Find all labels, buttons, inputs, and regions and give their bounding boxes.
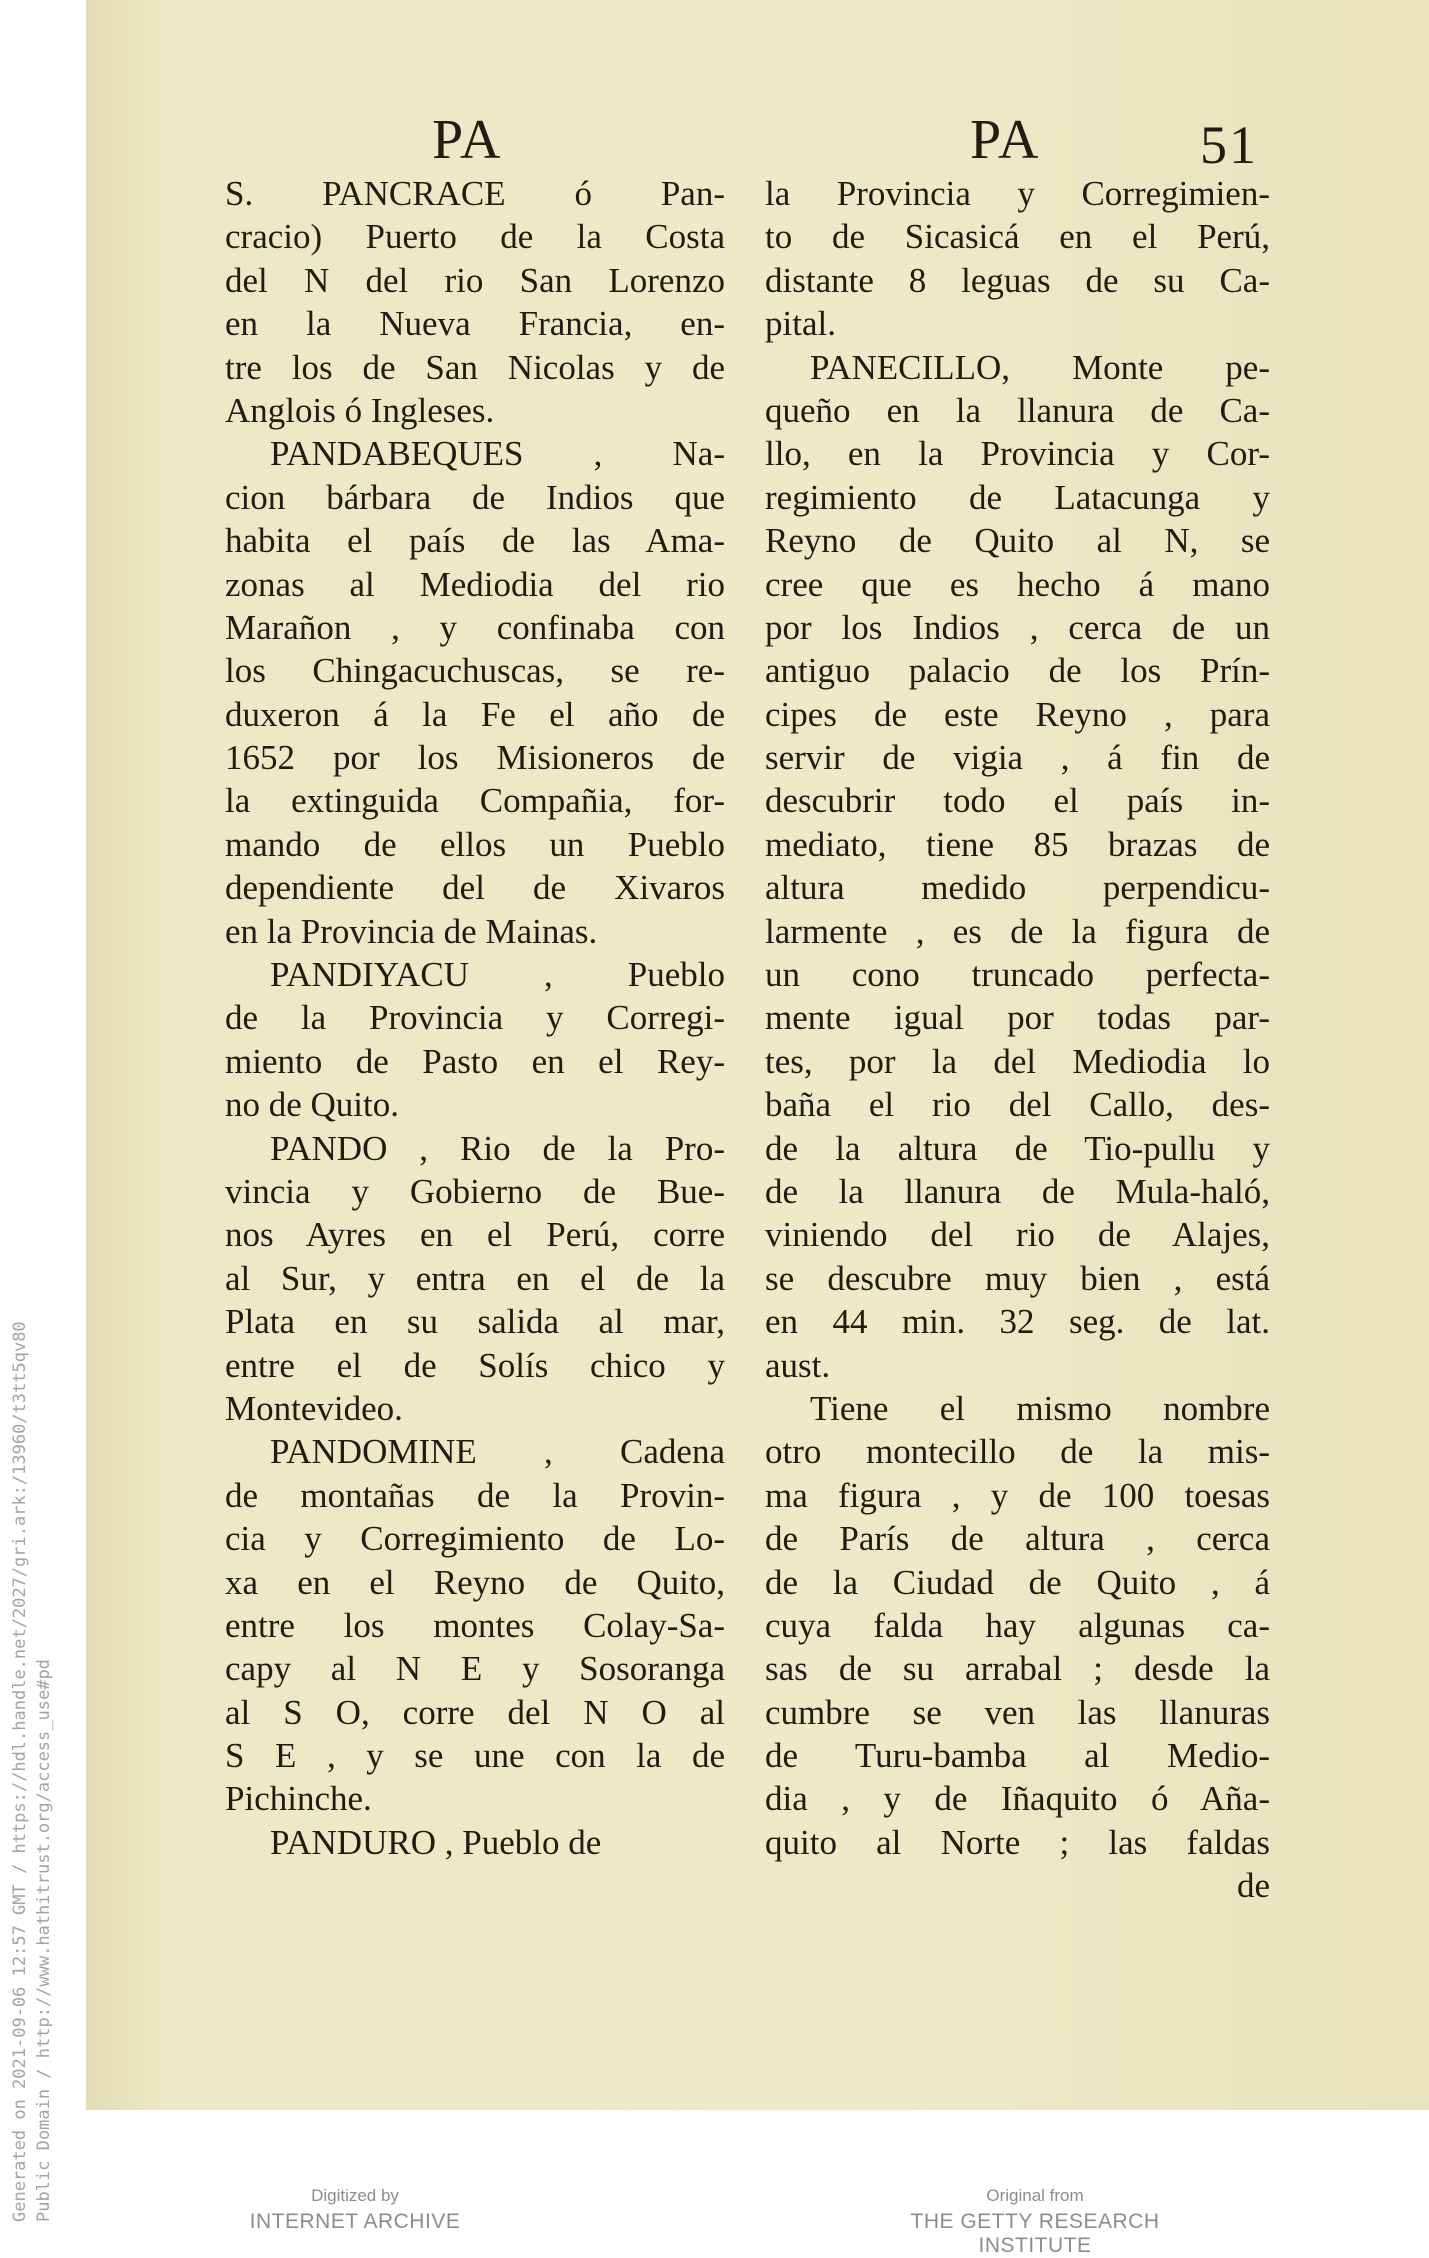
page-number: 51 [1200,115,1258,175]
text-line: cia y Corregimiento de Lo- [225,1519,725,1559]
text-line: Plata en su salida al mar, [225,1302,725,1342]
text-line: por los Indios , cerca de un [765,607,1270,647]
text-line: Marañon , y confinaba con [225,607,725,647]
text-line: cracio) Puerto de la Costa [225,217,725,257]
text-line: se descubre muy bien , está [765,1258,1270,1298]
text-line: la Provincia y Corregimien- [765,174,1270,213]
text-line: mediato, tiene 85 brazas de [765,824,1270,864]
text-line: PANDURO , Pueblo de [270,1822,602,1862]
text-line: regimiento de Latacunga y [765,477,1270,517]
text-line: de la Provincia y Corregi- [225,998,725,1038]
text-line: zonas al Mediodia del rio [225,564,725,604]
text-line: Montevideo. [225,1388,403,1428]
text-line: 1652 por los Misioneros de [225,738,725,778]
original-from-credit [870,2186,1200,2258]
text-line: de [1236,1866,1270,1906]
text-line: Anglois ó Ingleses. [225,390,495,430]
text-line: PANDOMINE , Cadena [270,1432,725,1472]
text-line: mente igual por todas par- [765,998,1270,1038]
internet-archive-label: INTERNET ARCHIVE [249,2210,461,2233]
text-line: quito al Norte ; las faldas [765,1822,1270,1862]
text-line: entre el de Solís chico y [225,1345,725,1385]
text-line: PANDO , Rio de la Pro- [270,1128,725,1168]
text-line: en 44 min. 32 seg. de lat. [765,1302,1270,1342]
running-head-right: PA [970,109,1041,171]
text-line: antiguo palacio de los Prín- [765,651,1270,691]
text-line: de la llanura de Mula-haló, [765,1171,1270,1211]
text-line: de la altura de Tio-pullu y [765,1128,1270,1168]
text-line: en la Provincia de Mainas. [225,911,598,951]
text-line: al Sur, y entra en el de la [225,1258,725,1298]
text-line: al S O, corre del N O al [225,1692,725,1732]
text-line: la extinguida Compañia, for- [225,781,725,821]
watermark-line-2: Public Domain / http://www.hathitrust.org/access_use#pd [34,1659,54,2222]
text-line: habita el país de las Ama- [225,521,725,561]
text-line: de montañas de la Provin- [225,1475,725,1515]
text-line: sas de su arrabal ; desde la [765,1649,1270,1689]
text-line: Tiene el mismo nombre [810,1388,1270,1428]
getty-institute-label: THE GETTY RESEARCH INSTITUTE [910,2210,1160,2257]
text-line: cuya falda hay algunas ca- [765,1605,1270,1645]
text-line: pital. [765,304,836,344]
text-line: capy al N E y Sosoranga [225,1649,725,1689]
text-line: cree que es hecho á mano [765,564,1270,604]
text-line: cion bárbara de Indios que [225,477,725,517]
text-line: de París de altura , cerca [765,1519,1270,1559]
text-line: otro montecillo de la mis- [765,1432,1270,1472]
text-line: miento de Pasto en el Rey- [225,1041,725,1081]
text-line: S E , y se une con la de [225,1736,725,1776]
text-line: en la Nueva Francia, en- [225,304,725,344]
text-line: S. PANCRACE ó Pan- [225,174,725,213]
hathitrust-watermark [0,1102,60,2242]
text-line: xa en el Reyno de Quito, [225,1562,725,1602]
text-line: mando de ellos un Pueblo [225,824,725,864]
text-line: Reyno de Quito al N, se [765,521,1270,561]
left-text-column [225,172,725,1864]
text-line: vincia y Gobierno de Bue- [225,1171,725,1211]
text-line: distante 8 leguas de su Ca- [765,260,1270,300]
running-head-left: PA [432,109,503,171]
text-line: llo, en la Provincia y Cor- [765,434,1270,474]
text-line: baña el rio del Callo, des- [765,1085,1270,1125]
text-line: no de Quito. [225,1085,400,1125]
text-line: cipes de este Reyno , para [765,694,1270,734]
text-line: del N del rio San Lorenzo [225,260,725,300]
text-line: entre los montes Colay-Sa- [225,1605,725,1645]
text-line: tes, por la del Mediodia lo [765,1041,1270,1081]
right-text-column [765,172,1270,1908]
text-line: queño en la llanura de Ca- [765,390,1270,430]
text-line: aust. [765,1345,831,1385]
text-line: descubrir todo el país in- [765,781,1270,821]
text-line: altura medido perpendicu- [765,868,1270,908]
text-line: cumbre se ven las llanuras [765,1692,1270,1732]
original-from-label: Original from [986,2186,1084,2205]
text-line: dia , y de Iñaquito ó Aña- [765,1779,1270,1819]
text-line: servir de vigia , á fin de [765,738,1270,778]
text-line: duxeron á la Fe el año de [225,694,725,734]
text-line: viniendo del rio de Alajes, [765,1215,1270,1255]
text-line: dependiente del de Xivaros [225,868,725,908]
text-line: larmente , es de la figura de [765,911,1270,951]
text-line: tre los de San Nicolas y de [225,347,725,387]
watermark-line-1: Generated on 2021-09-06 12:57 GMT / https://hdl.handle.net/2027/gri.ark:/13960/t3tt5qv80 [10,1321,30,2222]
text-line: ma figura , y de 100 toesas [765,1475,1270,1515]
text-line: PANDABEQUES , Na- [270,434,725,474]
text-line: de la Ciudad de Quito , á [765,1562,1270,1602]
text-line: to de Sicasicá en el Perú, [765,217,1270,257]
digitized-by-credit [230,2186,480,2234]
text-line: PANECILLO, Monte pe- [810,347,1270,387]
text-line: los Chingacuchuscas, se re- [225,651,725,691]
text-line: de Turu-bamba al Medio- [765,1736,1270,1776]
text-line: Pichinche. [225,1779,372,1819]
text-line: nos Ayres en el Perú, corre [225,1215,725,1255]
text-line: un cono truncado perfecta- [765,955,1270,995]
digitized-by-label: Digitized by [311,2186,399,2205]
text-line: PANDIYACU , Pueblo [270,955,725,995]
